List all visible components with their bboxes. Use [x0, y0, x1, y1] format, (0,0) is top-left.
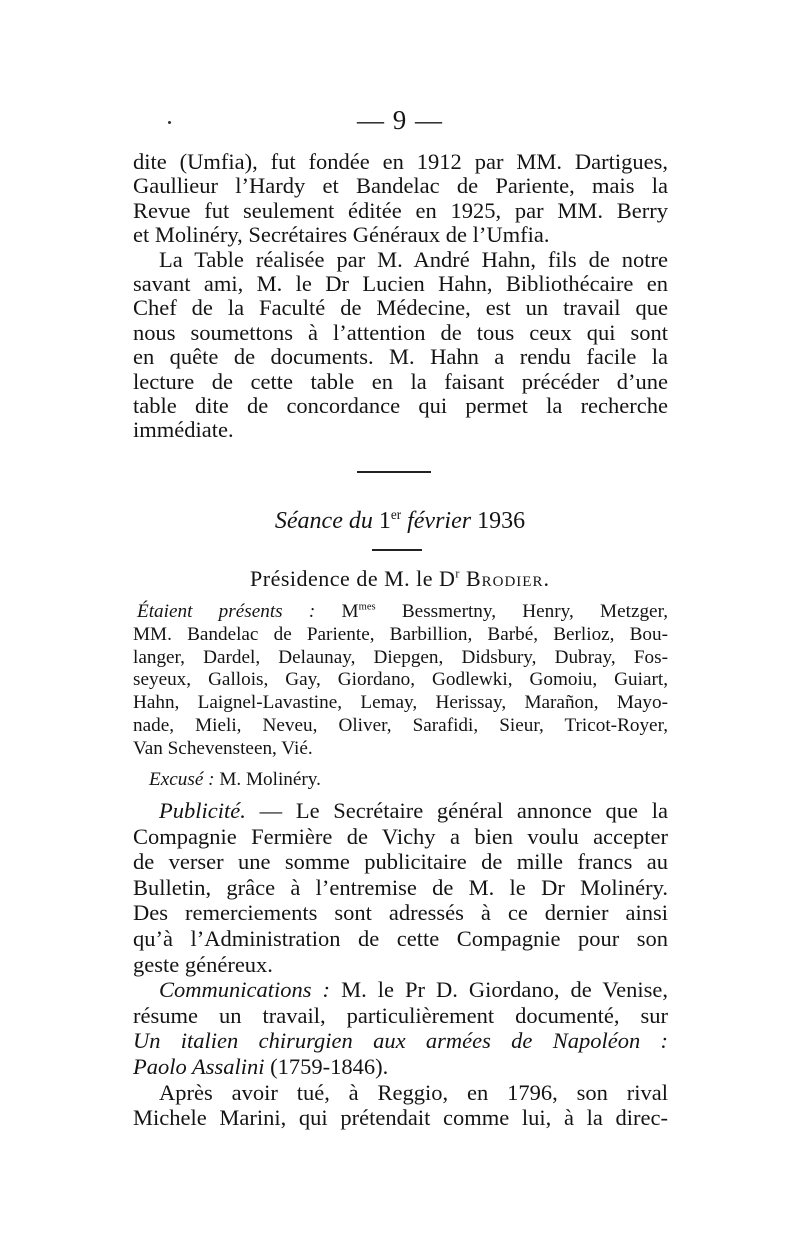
text-line: dite (Umfia), fut fondée en 1912 par MM. Dartigues,	[133, 149, 668, 174]
presidence-text: Présidence de M. le D	[250, 566, 456, 591]
presidence-name: Brodier.	[465, 566, 550, 591]
session-heading	[0, 508, 800, 535]
session-day: 1	[378, 508, 391, 534]
attendance-line: seyeux, Gallois, Gay, Giordano, Godlewki, Gomoiu, Guiart,	[133, 669, 668, 691]
text-line: Gaullieur l’Hardy et Bandelac de Pariente, mais la	[133, 173, 668, 199]
text-line: Chef de la Faculté de Médecine, est un travail que	[133, 295, 668, 321]
excused-line	[149, 769, 321, 791]
work-title-name: Paolo Assalini	[133, 1053, 265, 1079]
attendance-line: Hahn, Laignel-Lavastine, Lemay, Herissay, Marañon, Mayo-	[133, 692, 668, 714]
attendance-list	[133, 601, 668, 761]
attendance-first-names: Bessmertny, Henry, Metzger,	[401, 601, 668, 622]
attendance-first-line	[133, 601, 668, 624]
text-line: Compagnie Fermière de Vichy a bien voulu accepter	[133, 823, 668, 849]
text-line: Des remerciements sont adressés à ce dernier ainsi	[133, 900, 668, 926]
text-line: Michele Marini, qui prétendait comme lui, à la direc-	[133, 1105, 668, 1131]
publicite-first-line: Publicité. — Le Secrétaire général annonce que la	[159, 798, 668, 823]
communications-label: Communications :	[159, 977, 331, 1003]
intro-paragraphs	[133, 150, 668, 443]
text-line: table dite de concordance qui permet la recherche	[133, 393, 668, 419]
section-divider	[357, 471, 431, 473]
text-line: qu’à l’Administration de cette Compagnie pour son	[133, 925, 668, 951]
text-line: Après avoir tué, à Reggio, en 1796, son rival	[159, 1079, 668, 1105]
heading-underline	[372, 549, 422, 551]
text-line: lecture de cette table en la faisant précéder d’une	[133, 368, 668, 394]
text-line: résume un travail, particulièrement documenté, sur	[133, 1002, 668, 1028]
work-dates: (1759-1846).	[270, 1053, 389, 1079]
text-line: et Molinéry, Secrétaires Généraux de l’Umfia.	[133, 222, 550, 248]
attendance-line: Van Schevensteen, Vié.	[133, 737, 313, 759]
page-number: — 9 —	[357, 105, 443, 135]
text-line: immédiate.	[133, 417, 234, 443]
excused-label: Excusé :	[149, 769, 215, 790]
text-line: nous soumettons à l’attention de tous ceux qui sont	[133, 319, 668, 345]
minutes-body	[133, 798, 668, 1131]
communications-first-line: Communications : M. le Pr D. Giordano, de Venise,	[159, 977, 669, 1003]
text-line: savant ami, M. le Dr Lucien Hahn, Bibliothécaire en	[133, 271, 668, 297]
text-line: geste généreux.	[133, 951, 273, 977]
session-prefix: Séance du	[274, 508, 373, 534]
presidence-sup: r	[455, 566, 460, 581]
attendance-line: nade, Mieli, Neveu, Oliver, Sarafidi, Sieur, Tricot-Royer,	[133, 714, 668, 736]
publicite-label: Publicité.	[159, 798, 246, 823]
session-month: février	[407, 508, 472, 534]
attendance-line: MM. Bandelac de Pariente, Barbillion, Barbé, Berlioz, Bou-	[133, 623, 668, 645]
text-line: Bulletin, grâce à l’entremise de M. le Dr Molinéry.	[133, 874, 668, 900]
text-line: en quête de documents. M. Hahn a rendu facile la	[133, 344, 668, 370]
attendance-label: Étaient présents :	[137, 601, 316, 622]
text-line: de verser une somme publicitaire de mille francs au	[133, 849, 668, 875]
text-line: Revue fut seulement éditée en 1925, par MM. Berry	[133, 197, 668, 223]
attendance-line: langer, Dardel, Delaunay, Diepgen, Didsbury, Dubray, Fos-	[133, 646, 668, 668]
session-day-sup: er	[390, 506, 402, 522]
text-line: La Table réalisée par M. André Hahn, fils de notre	[159, 246, 668, 272]
excused-name: M. Molinéry.	[219, 769, 321, 790]
work-title-line-2	[133, 1054, 668, 1080]
attendance-title: $M^{mes}$	[341, 601, 376, 622]
session-year: 1936	[477, 508, 526, 534]
work-title-line: Un italien chirurgien aux armées de Napoléon :	[133, 1028, 668, 1054]
presidence-line	[0, 566, 800, 592]
